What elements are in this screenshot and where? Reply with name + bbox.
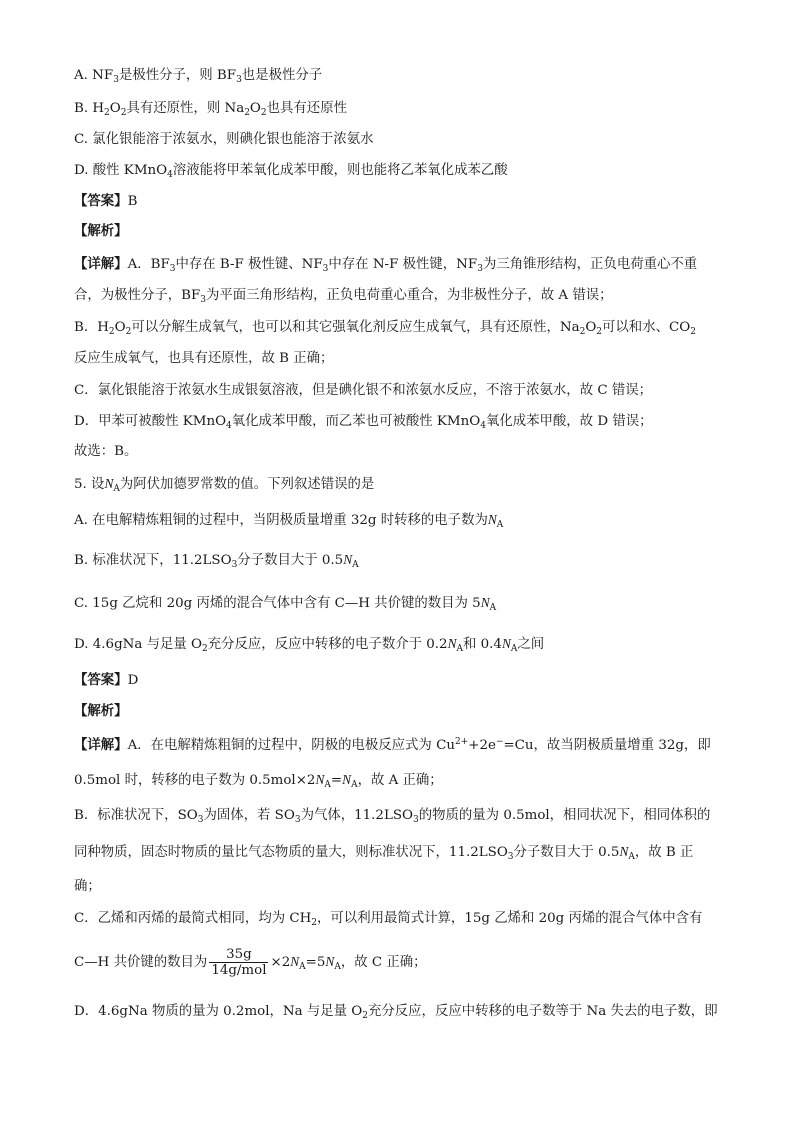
q5-analysis-heading: 【解析】 [74,703,128,719]
q5-detail-line-7: C—H 共价键的数目为 $\frac{35g}{\text{14g/mol}}$ $\times 2N_A=5N_A$，故 C 正确； [74,947,427,978]
q5-detail-line-3: B．标准状况下，$SO_3$为固体，若 $SO_3$为气体，$11.2LSO_3$的物质的量为 0.5mol，相同状况下，相同体积的 [74,808,711,825]
q5-stem: 5. 设$N_A$为阿伏加德罗常数的值。下列叙述错误的是 [74,476,375,494]
q4-detail-line-4: 反应生成氧气，也具有还原性，故 B 正确； [74,351,334,366]
q5-detail-line-5: 确； [74,879,101,894]
q5-detail-line-1: 【详解】A．在电解精炼粗铜的过程中，阴极的电极反应式为 $Cu^{2+}+2e^-=Cu$，故当阴极质量增重 32g，即 [74,737,711,753]
q4-answer: 【答案】B [74,193,138,209]
q4-detail-line-6: D．甲苯可被酸性 KMnO$_4$氧化成苯甲酸，而乙苯也可被酸性 KMnO$_4$氧化成苯甲酸，故 D 错误； [74,414,653,431]
q4-option-b: B. $H_2O_2$具有还原性，则 $Na_2O_2$也具有还原性 [74,101,347,118]
q5-option-b: B. 标准状况下，$11.2LSO_3$分子数目大于 $0.5N_A$ [74,552,359,570]
q4-option-d: D. 酸性 KMnO$_4$溶液能将甲苯氧化成苯甲酸，则也能将乙苯氧化成苯乙酸 [74,163,508,180]
q4-analysis-heading: 【解析】 [74,223,128,239]
fraction [209,947,268,978]
q4-detail-line-5: C．氯化银能溶于浓氨水生成银氨溶液，但是碘化银不和浓氨水反应，不溶于浓氨水，故 C 错误； [74,383,653,398]
fraction-numerator: 35g [209,947,268,963]
q5-detail-line-4: 同种物质，固态时物质的量比气态物质的量大，则标准状况下，$11.2LSO_3$分子数目大于 $0.5N_A$，故 B 正 [74,844,694,862]
q5-answer: 【答案】D [74,672,139,688]
q5-detail-line-2: 0.5mol 时，转移的电子数为 $0.5mol\times 2N_A=N_A$，故 A 正确； [74,772,443,790]
q5-option-a: A. 在电解精炼粗铜的过程中，当阴极质量增重 32g 时转移的电子数为$N_A$ [74,512,504,530]
q5-detail-line-8: D．4.6gNa 物质的量为 0.2mol，Na 与足量 $O_2$充分反应，反应中转移的电子数等于 Na 失去的电子数，即 [74,1004,718,1021]
q4-detail-line-3: B．$H_2O_2$可以分解生成氧气，也可以和其它强氧化剂反应生成氧气，具有还原性，$Na_2O_2$可以和水、$CO_2$ [74,320,696,337]
q4-option-c: C. 氯化银能溶于浓氨水，则碘化银也能溶于浓氨水 [74,132,374,147]
fraction-denominator: 14g/mol [211,963,267,978]
q4-detail-line-1: 【详解】A．$BF_3$中存在 B-F 极性键、$NF_3$中存在 N-F 极性键，$NF_3$为三角锥形结构，正负电荷重心不重 [74,256,698,274]
q4-detail-line-7: 故选：B。 [74,444,138,459]
q5-detail-line-6: C．乙烯和丙烯的最简式相同，均为 $CH_2$，可以利用最简式计算，15g 乙烯和 20g 丙烯的混合气体中含有 [74,911,703,928]
q5-option-c: C. 15g 乙烷和 20g 丙烯的混合气体中含有 C—H 共价键的数目为 $5N_A$ [74,595,497,613]
q4-detail-line-2: 合，为极性分子，$BF_3$为平面三角形结构，正负电荷重心重合，为非极性分子，故 A 错误； [74,288,613,305]
q5-option-d: D. 4.6gNa 与足量 $O_2$充分反应，反应中转移的电子数介于 $0.2N_A$和 $0.4N_A$之间 [74,636,545,654]
q4-option-a: A. $NF_3$是极性分子，则 $BF_3$也是极性分子 [74,68,323,85]
